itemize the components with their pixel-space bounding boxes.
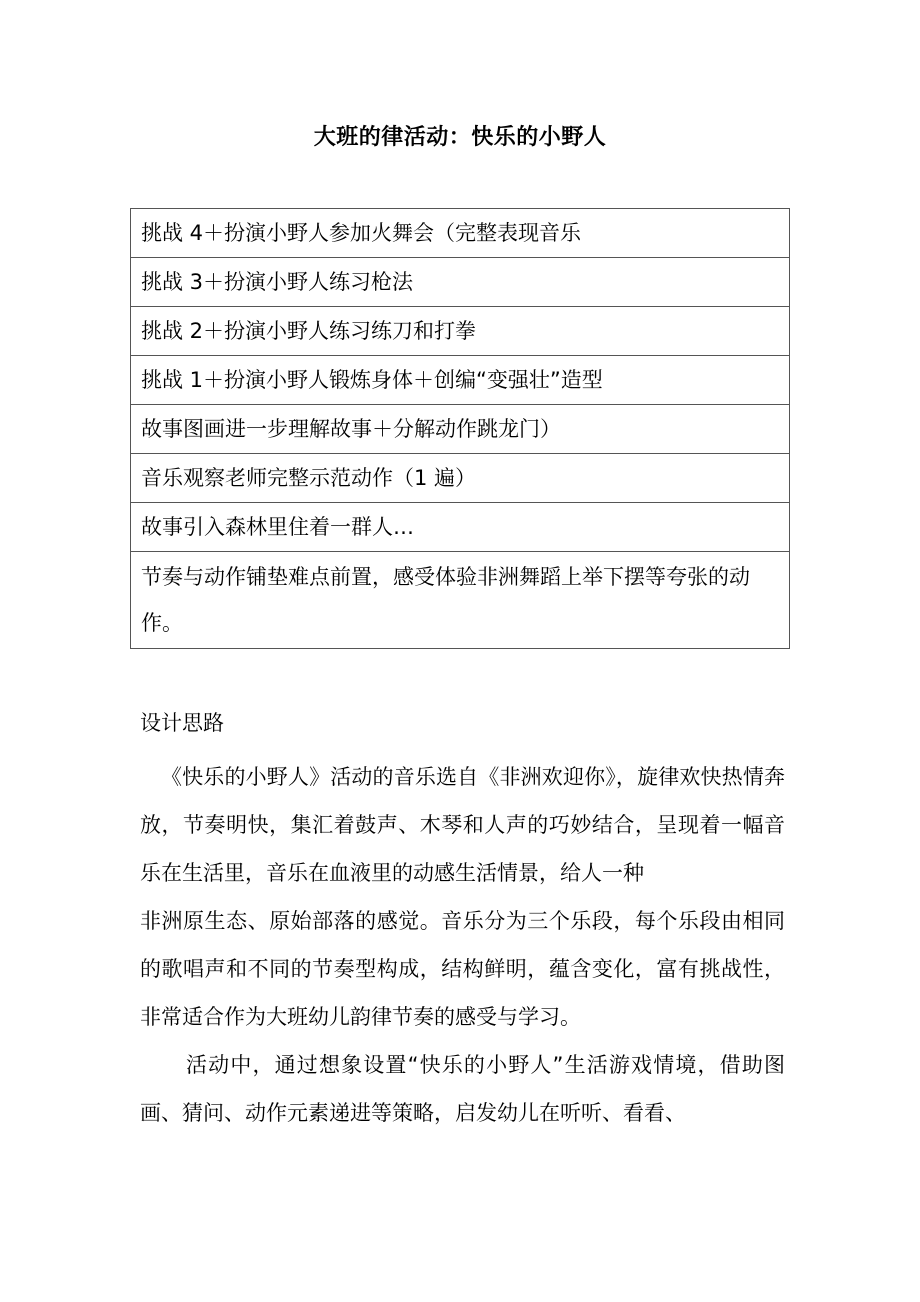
table-row: [131, 307, 790, 356]
table-cell: 挑战 4＋扮演小野人参加火舞会（完整表现音乐: [131, 209, 790, 258]
paragraph: 非洲原生态、原始部落的感觉。音乐分为三个乐段，每个乐段由相同的歌唱声和不同的节奏型构成，结构鲜明，蕴含变化，富有挑战性，非常适合作为大班幼儿韵律节奏的感受与学习。: [140, 909, 785, 1029]
table-row: [131, 258, 790, 307]
table-cell: 挑战 2＋扮演小野人练习练刀和打拳: [131, 307, 790, 356]
table-cell: 音乐观察老师完整示范动作（1 遍）: [131, 454, 790, 503]
paragraph: 活动中，通过想象设置“快乐的小野人”生活游戏情境，借助图画、猜问、动作元素递进等策略，启发幼儿在听听、看看、: [140, 1053, 785, 1125]
table-row: [131, 356, 790, 405]
paragraph: 《快乐的小野人》活动的音乐选自《非洲欢迎你》，旋律欢快热情奔放，节奏明快，集汇着鼓声、木琴和人声的巧妙结合，呈现着一幅音乐在生活里，音乐在血液里的动感生活情景，给人一种: [140, 765, 785, 885]
section-heading: 设计思路: [140, 711, 224, 735]
table-cell: 节奏与动作铺垫难点前置，感受体验非洲舞蹈上举下摆等夸张的动作。: [131, 552, 790, 649]
document-title: 大班的律活动：快乐的小野人: [313, 125, 607, 150]
table-row: [131, 209, 790, 258]
table-cell: 挑战 3＋扮演小野人练习枪法: [131, 258, 790, 307]
table-row: [131, 503, 790, 552]
table-row: [131, 405, 790, 454]
table-cell: 故事引入森林里住着一群人…: [131, 503, 790, 552]
table-row: [131, 552, 790, 649]
design-body: [140, 753, 785, 1137]
table-cell: 挑战 1＋扮演小野人锻炼身体＋创编“变强壮”造型: [131, 356, 790, 405]
activity-outline-table: [130, 208, 790, 649]
table-cell: 故事图画进一步理解故事＋分解动作跳龙门）: [131, 405, 790, 454]
table-row: [131, 454, 790, 503]
